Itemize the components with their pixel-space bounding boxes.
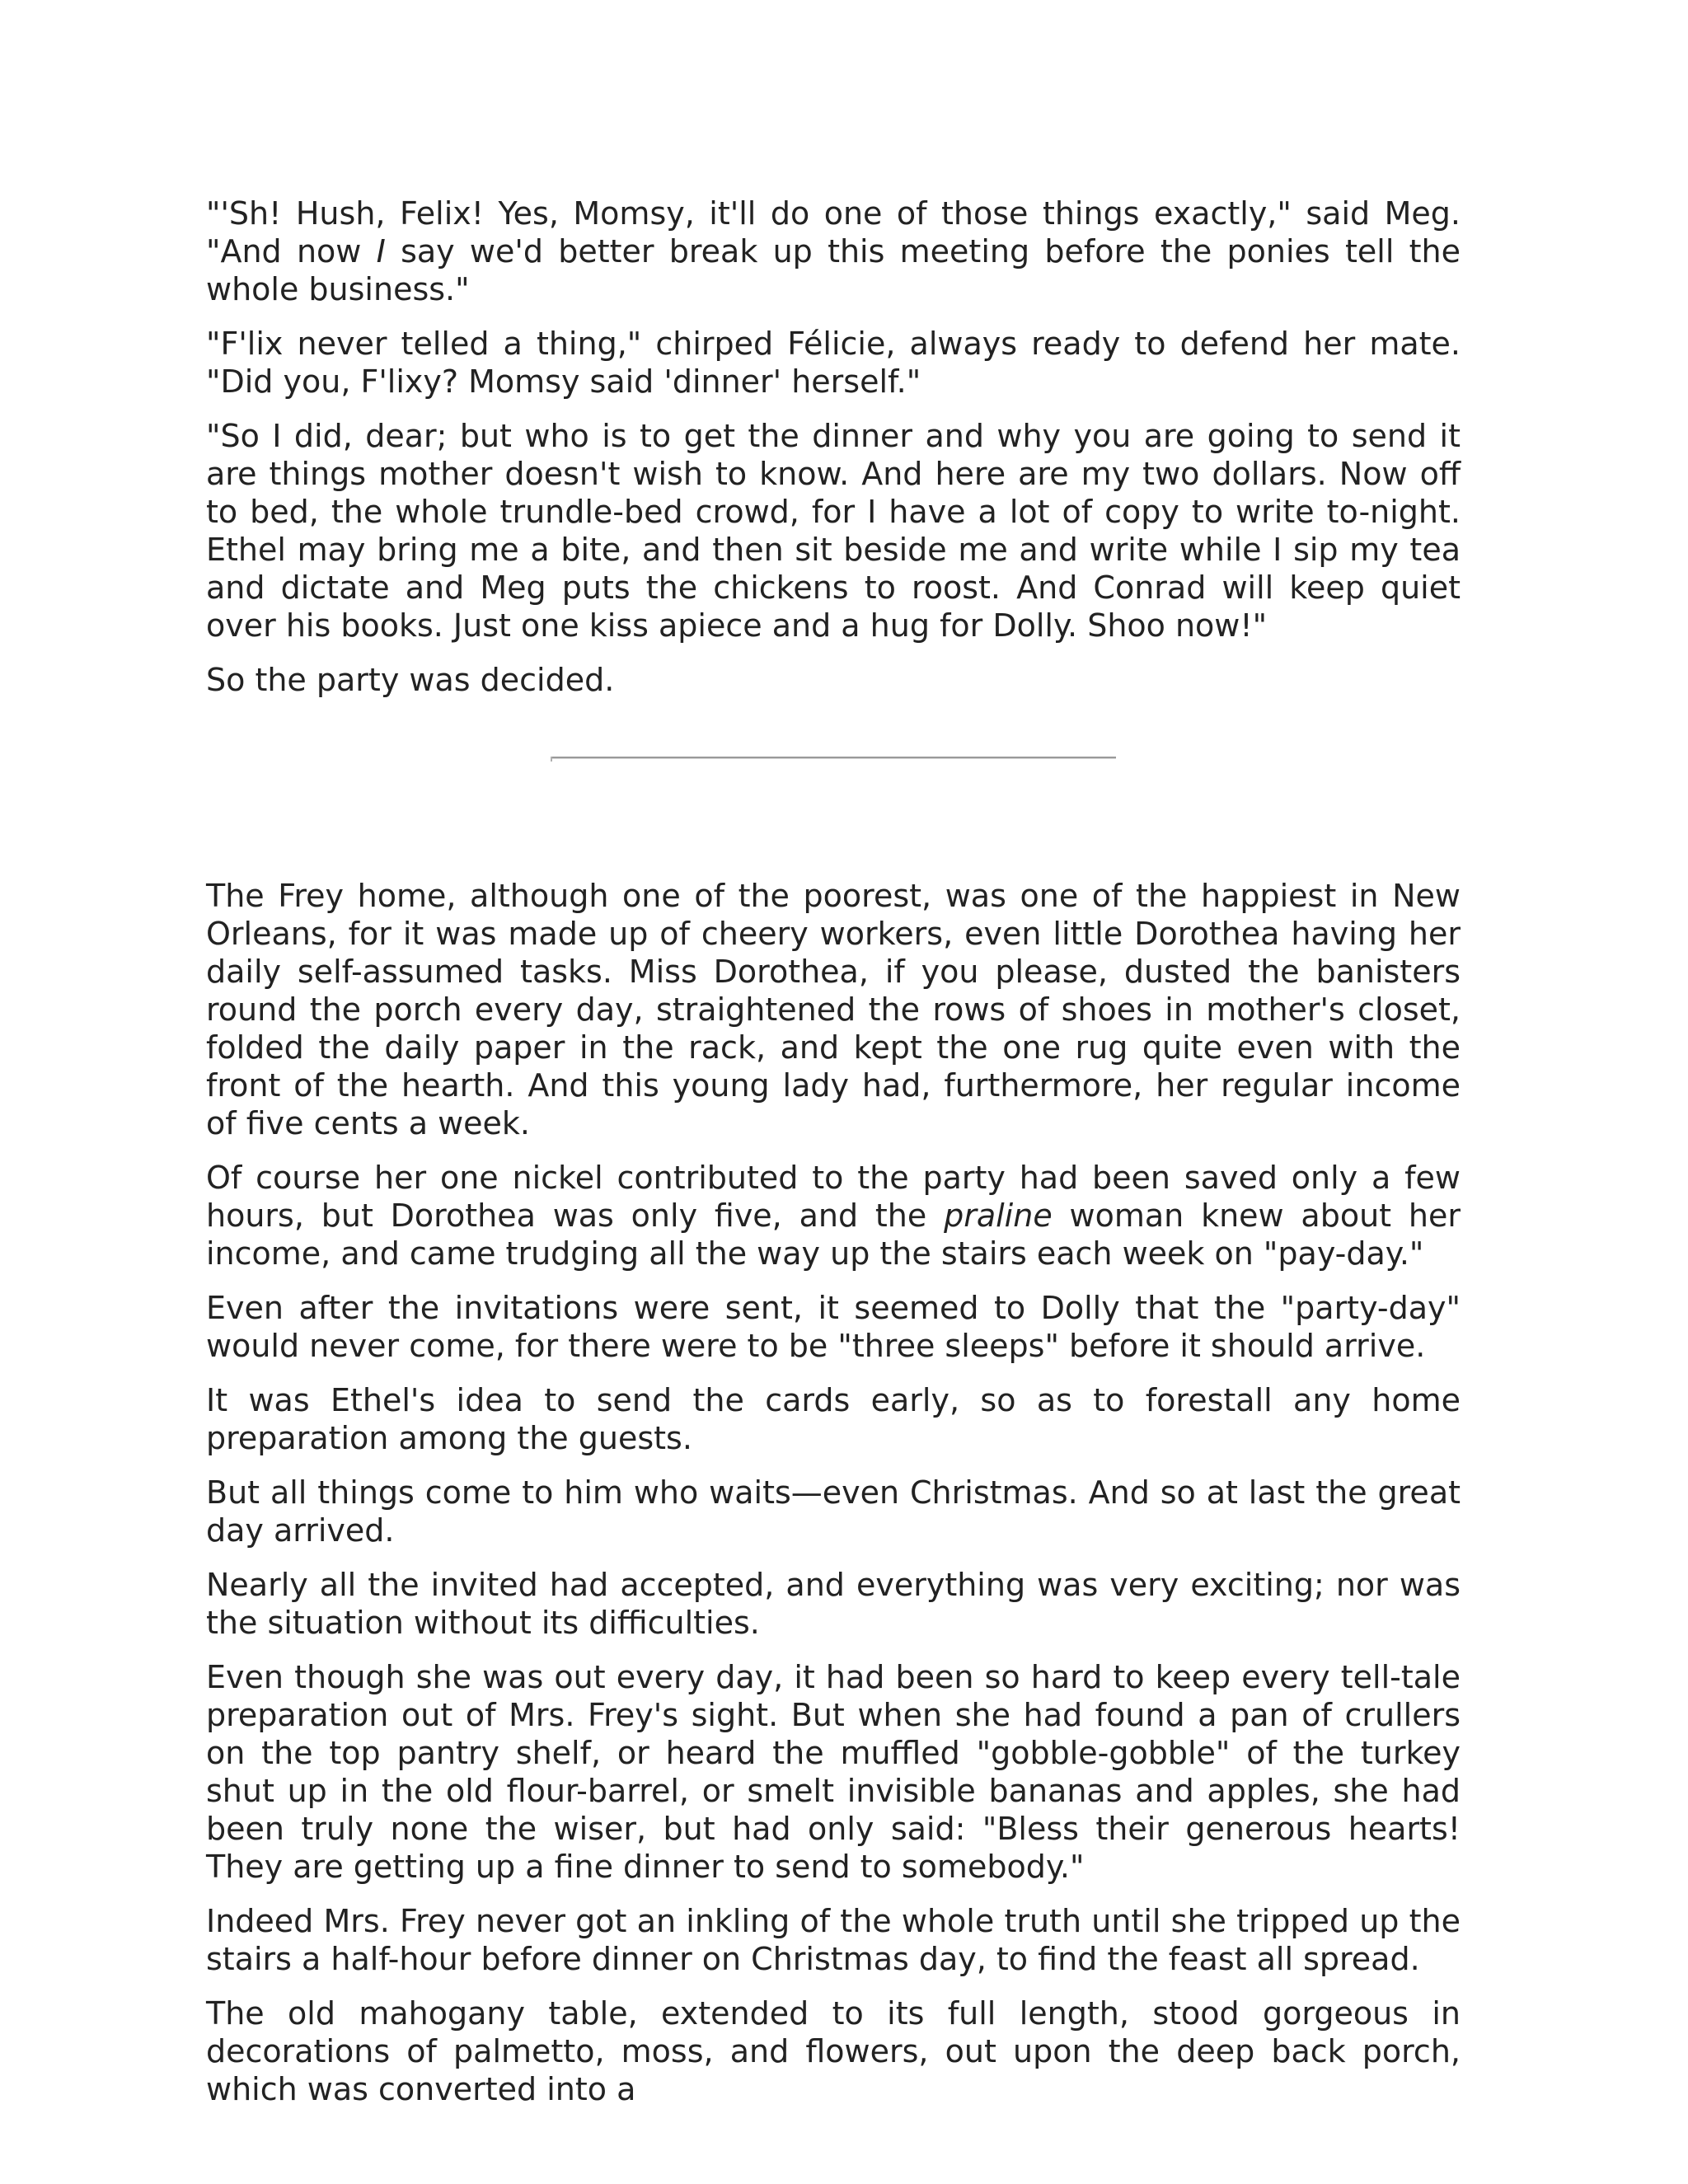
- paragraph: It was Ethel's idea to send the cards early, so as to forestall any home preparation among the guests.: [206, 1382, 1461, 1456]
- document-page: [206, 194, 1461, 2125]
- text-run: Of course her one nickel contributed to the party had been saved only a few hours, but Dorothea was only five, and the: [206, 1160, 1461, 1234]
- emphasis: praline: [944, 1197, 1053, 1234]
- paragraph: [206, 1159, 1461, 1272]
- paragraph: Indeed Mrs. Frey never got an inkling of the whole truth until she tripped up the stairs a half-hour before dinner on Christmas day, to find the feast all spread.: [206, 1903, 1461, 1977]
- paragraph: Even after the invitations were sent, it seemed to Dolly that the "party-day" would never come, for there were to be "three sleeps" before it should arrive.: [206, 1290, 1461, 1364]
- paragraph: [206, 194, 1461, 308]
- paragraph: The Frey home, although one of the poorest, was one of the happiest in New Orleans, for it was made up of cheery workers, even little Dorothea having her daily self-assumed tasks. Miss Dorothea, if you please, dusted the banisters round the porch every day, straightened the rows of shoes in mother's closet, folded the daily paper in the rack, and kept the one rug quite even with the front of the hearth. And this young lady had, furthermore, her regular income of five cents a week.: [206, 878, 1461, 1141]
- paragraph: So the party was decided.: [206, 662, 615, 698]
- text-run: woman knew about her income, and came trudging all the way up the stairs each week on "pay-day.": [206, 1197, 1461, 1272]
- paragraph: But all things come to him who waits—even Christmas. And so at last the great day arrived.: [206, 1474, 1461, 1549]
- section-divider: [206, 715, 1461, 877]
- paragraph: Nearly all the invited had accepted, and everything was very exciting; nor was the situation without its difficulties.: [206, 1567, 1461, 1641]
- text-run: say we'd better break up this meeting before the ponies tell the whole business.": [206, 233, 1461, 307]
- paragraph: Even though she was out every day, it had been so hard to keep every tell-tale preparation out of Mrs. Frey's sight. But when she had found a pan of crullers on the top pantry shelf, or heard the muffled "gobble-gobble" of the turkey shut up in the old flour-barrel, or smelt invisible bananas and apples, she had been truly none the wiser, but had only said: "Bless their generous hearts! They are getting up a fine dinner to send to somebody.": [206, 1659, 1461, 1885]
- paragraph: "F'lix never telled a thing," chirped Félicie, always ready to defend her mate. "Did you, F'lixy? Momsy said 'dinner' herself.": [206, 326, 1461, 400]
- horizontal-rule: [551, 757, 1116, 759]
- paragraph: The old mahogany table, extended to its full length, stood gorgeous in decorations of palmetto, moss, and flowers, out upon the deep back porch, which was converted into a: [206, 1995, 1461, 2107]
- text-run: "'Sh! Hush, Felix! Yes, Momsy, it'll do one of those things exactly," said Meg. "And now: [206, 195, 1461, 269]
- paragraph: "So I did, dear; but who is to get the dinner and why you are going to send it are things mother doesn't wish to know. And here are my two dollars. Now off to bed, the whole trundle-bed crowd, for I have a lot of copy to write to-night. Ethel may bring me a bite, and then sit beside me and write while I sip my tea and dictate and Meg puts the chickens to roost. And Conrad will keep quiet over his books. Just one kiss apiece and a hug for Dolly. Shoo now!": [206, 418, 1461, 644]
- emphasis: I: [376, 233, 386, 269]
